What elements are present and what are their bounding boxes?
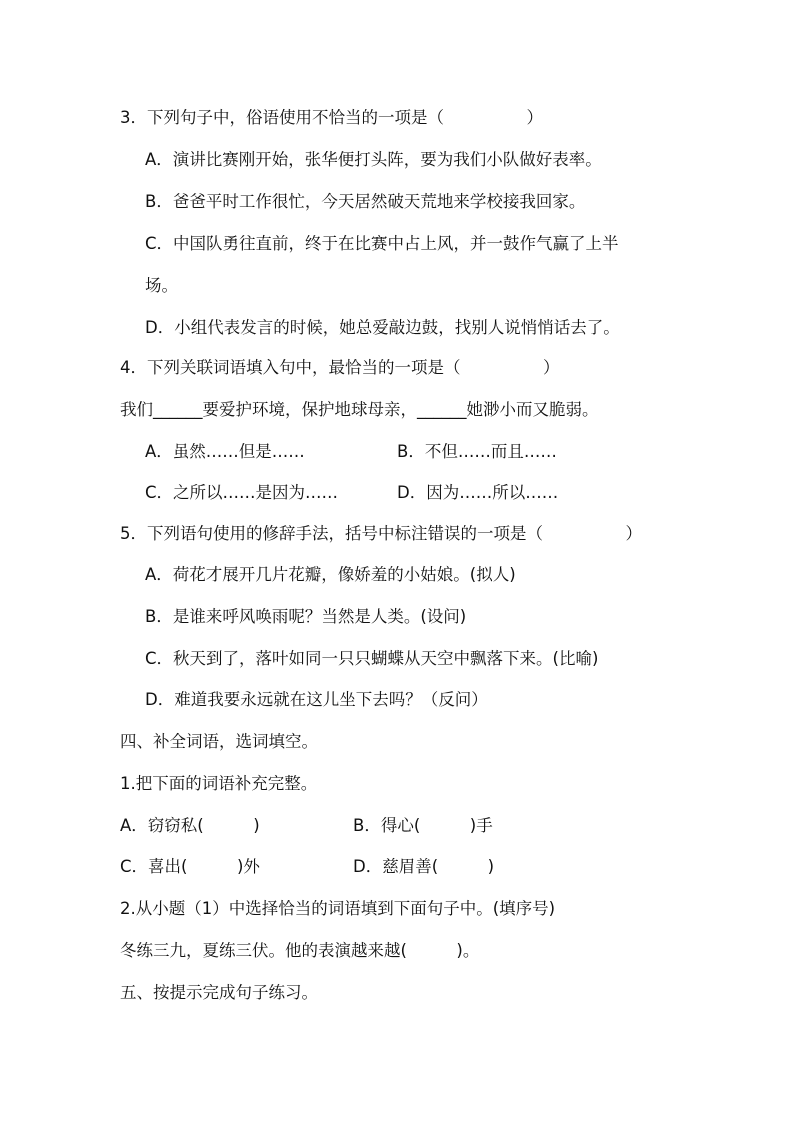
q4-option-a: A．虽然……但是…… — [145, 442, 305, 461]
q5-option-a: A．荷花才展开几片花瓣，像娇羞的小姑娘。(拟人) — [145, 565, 516, 584]
q3-option-c-cont: 场。 — [145, 276, 178, 295]
q4-stem: 4．下列关联词语填入句中，最恰当的一项是（ ） — [120, 358, 560, 377]
q3-stem: 3．下列句子中，俗语使用不恰当的一项是（ ） — [120, 108, 543, 127]
q5-option-d: D．难道我要永远就在这儿坐下去吗？（反问） — [145, 690, 488, 709]
q5-stem: 5．下列语句使用的修辞手法，括号中标注错误的一项是（ ） — [120, 524, 642, 543]
word-a: A．窃窃私( ) — [120, 816, 260, 835]
q4-option-c: C．之所以……是因为…… — [145, 483, 339, 502]
word-c: C．喜出( )外 — [120, 857, 260, 876]
q5-option-c: C．秋天到了，落叶如同一只只蝴蝶从天空中飘落下来。(比喻) — [145, 649, 599, 668]
q4-option-d: D．因为……所以…… — [397, 483, 559, 502]
q3-option-d: D．小组代表发言的时候，她总爱敲边鼓，找别人说悄悄话去了。 — [145, 318, 620, 337]
word-d: D．慈眉善( ) — [353, 857, 495, 876]
q3-option-b: B．爸爸平时工作很忙，今天居然破天荒地来学校接我回家。 — [145, 192, 586, 211]
q5-option-b: B．是谁来呼风唤雨呢？当然是人类。(设问) — [145, 607, 467, 626]
section4-title: 四、补全词语，选词填空。 — [120, 732, 318, 751]
q3-option-a: A．演讲比赛刚开始，张华便打头阵，要为我们小队做好表率。 — [145, 150, 602, 169]
q4-sentence: 我们______要爱护环境，保护地球母亲，______她渺小而又脆弱。 — [120, 400, 599, 419]
q4-option-b: B．不但……而且…… — [397, 442, 557, 461]
section4-sentence: 冬练三九，夏练三伏。他的表演越来越( )。 — [120, 941, 480, 960]
section4-sub1: 1.把下面的词语补充完整。 — [120, 774, 318, 793]
word-b: B．得心( )手 — [353, 816, 493, 835]
q3-option-c: C．中国队勇往直前，终于在比赛中占上风，并一鼓作气赢了上半 — [145, 234, 619, 253]
section4-sub2: 2.从小题（1）中选择恰当的词语填到下面句子中。(填序号) — [120, 899, 556, 918]
section5-title: 五、按提示完成句子练习。 — [120, 983, 318, 1002]
